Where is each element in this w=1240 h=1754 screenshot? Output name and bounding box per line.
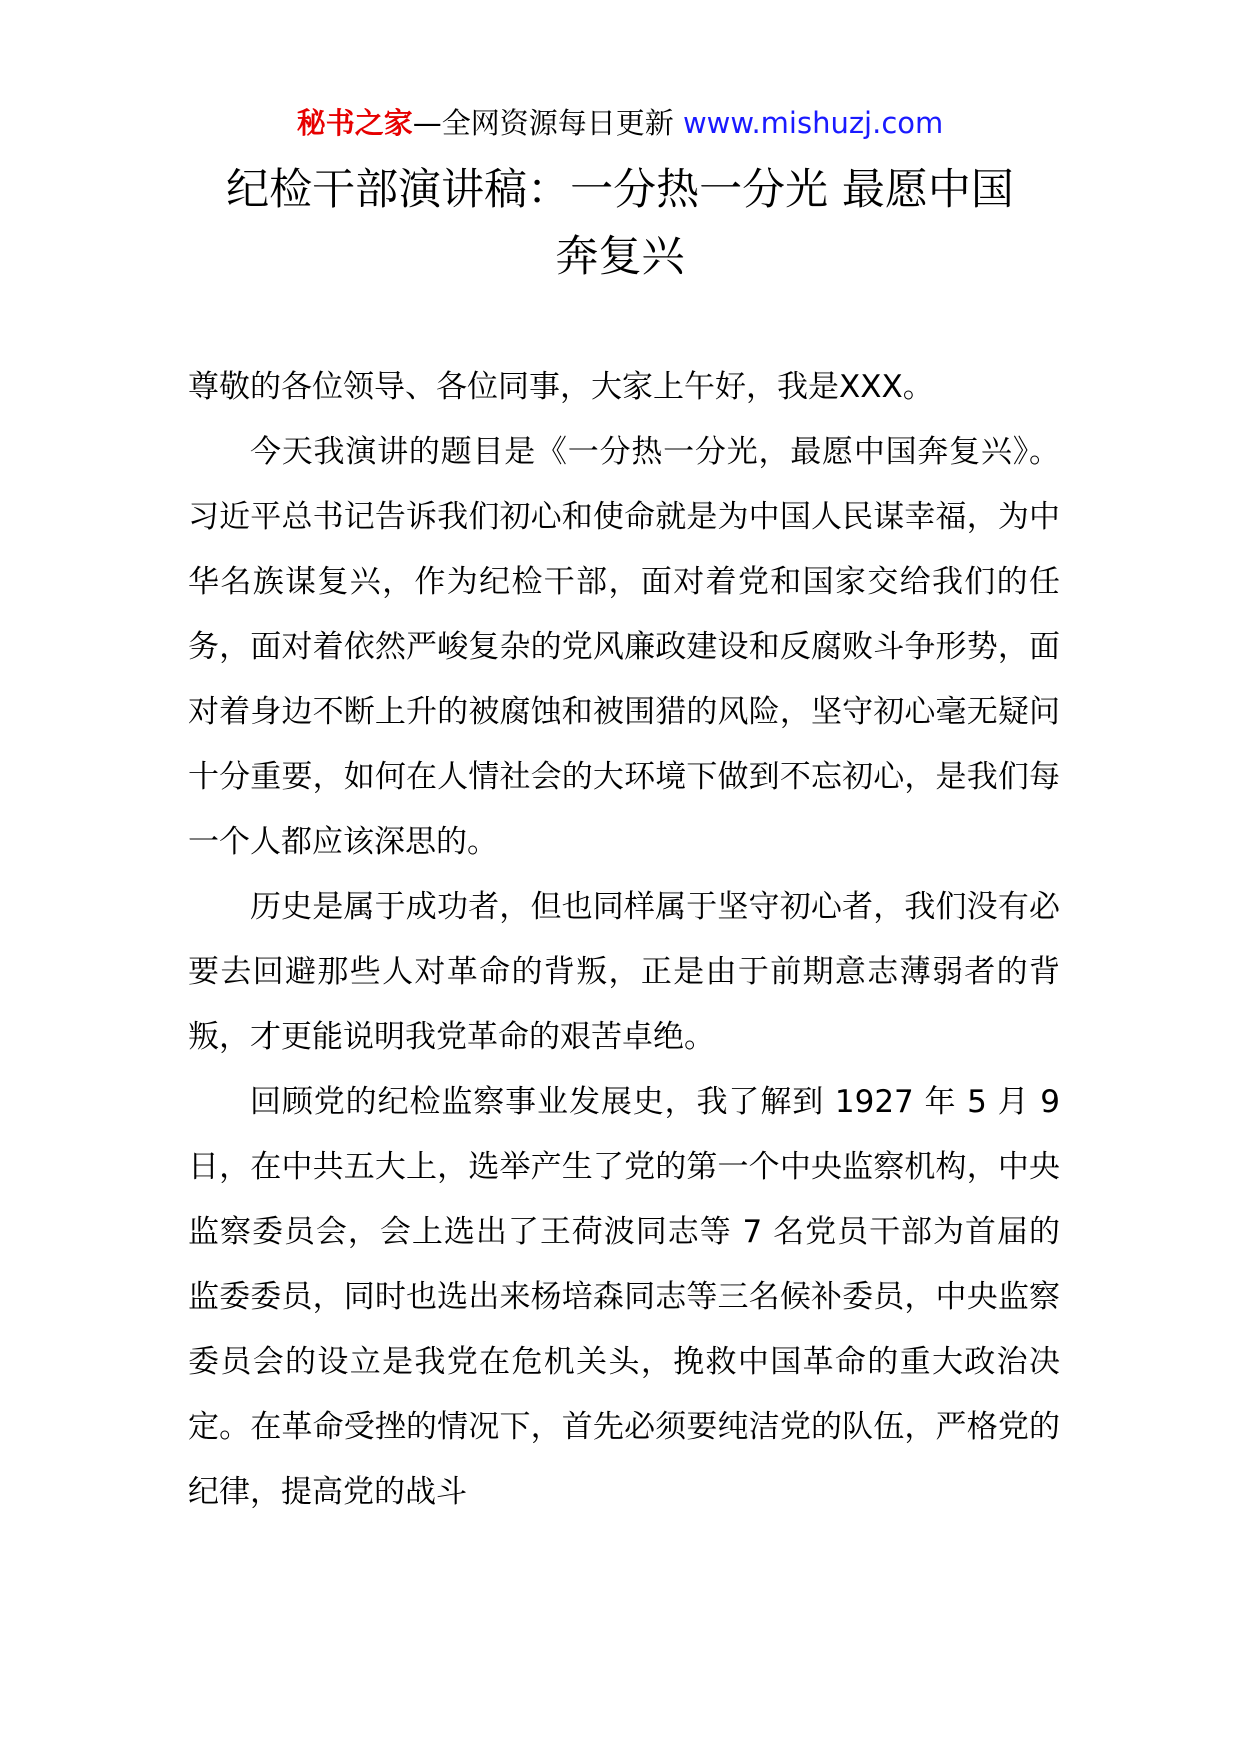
- title-line-1: 纪检干部演讲稿：一分热一分光 最愿中国: [226, 165, 1014, 215]
- site-url-link[interactable]: www.mishuzj.com: [682, 106, 944, 140]
- paragraph: 回顾党的纪检监察事业发展史，我了解到 1927 年 5 月 9 日，在中共五大上，选举产生了党的第一个中央监察机构，中央监察委员会，会上选出了王荷波同志等 7 名党员干部为首届的监委委员，同时也选出来杨培森同志等三名候补委员，中央监察委员会的设立是我党在危机关头，挽救中国革命的重大政治决定。在革命受挫的情况下，首先必须要纯洁党的队伍，严格党的纪律，提高党的战斗: [188, 1084, 1060, 1510]
- paragraph: 历史是属于成功者，但也同样属于坚守初心者，我们没有必要去回避那些人对革命的背叛，正是由于前期意志薄弱者的背叛，才更能说明我党革命的艰苦卓绝。: [188, 889, 1060, 1055]
- title-line-2: 奔复兴: [555, 232, 685, 282]
- document-title: [180, 157, 1060, 291]
- paragraph-greeting: 尊敬的各位领导、各位同事，大家上午好，我是XXX。: [188, 369, 934, 405]
- site-brand: 秘书之家: [296, 106, 413, 140]
- site-header: [0, 100, 1240, 146]
- paragraph: 今天我演讲的题目是《一分热一分光，最愿中国奔复兴》。习近平总书记告诉我们初心和使命就是为中国人民谋幸福，为中华名族谋复兴，作为纪检干部，面对着党和国家交给我们的任务，面对着依然严峻复杂的党风廉政建设和反腐败斗争形势，面对着身边不断上升的被腐蚀和被围猎的风险，坚守初心毫无疑问十分重要，如何在人情社会的大环境下做到不忘初心，是我们每一个人都应该深思的。: [188, 434, 1060, 860]
- site-tagline: —全网资源每日更新: [412, 106, 683, 140]
- document-body: [188, 355, 1060, 1525]
